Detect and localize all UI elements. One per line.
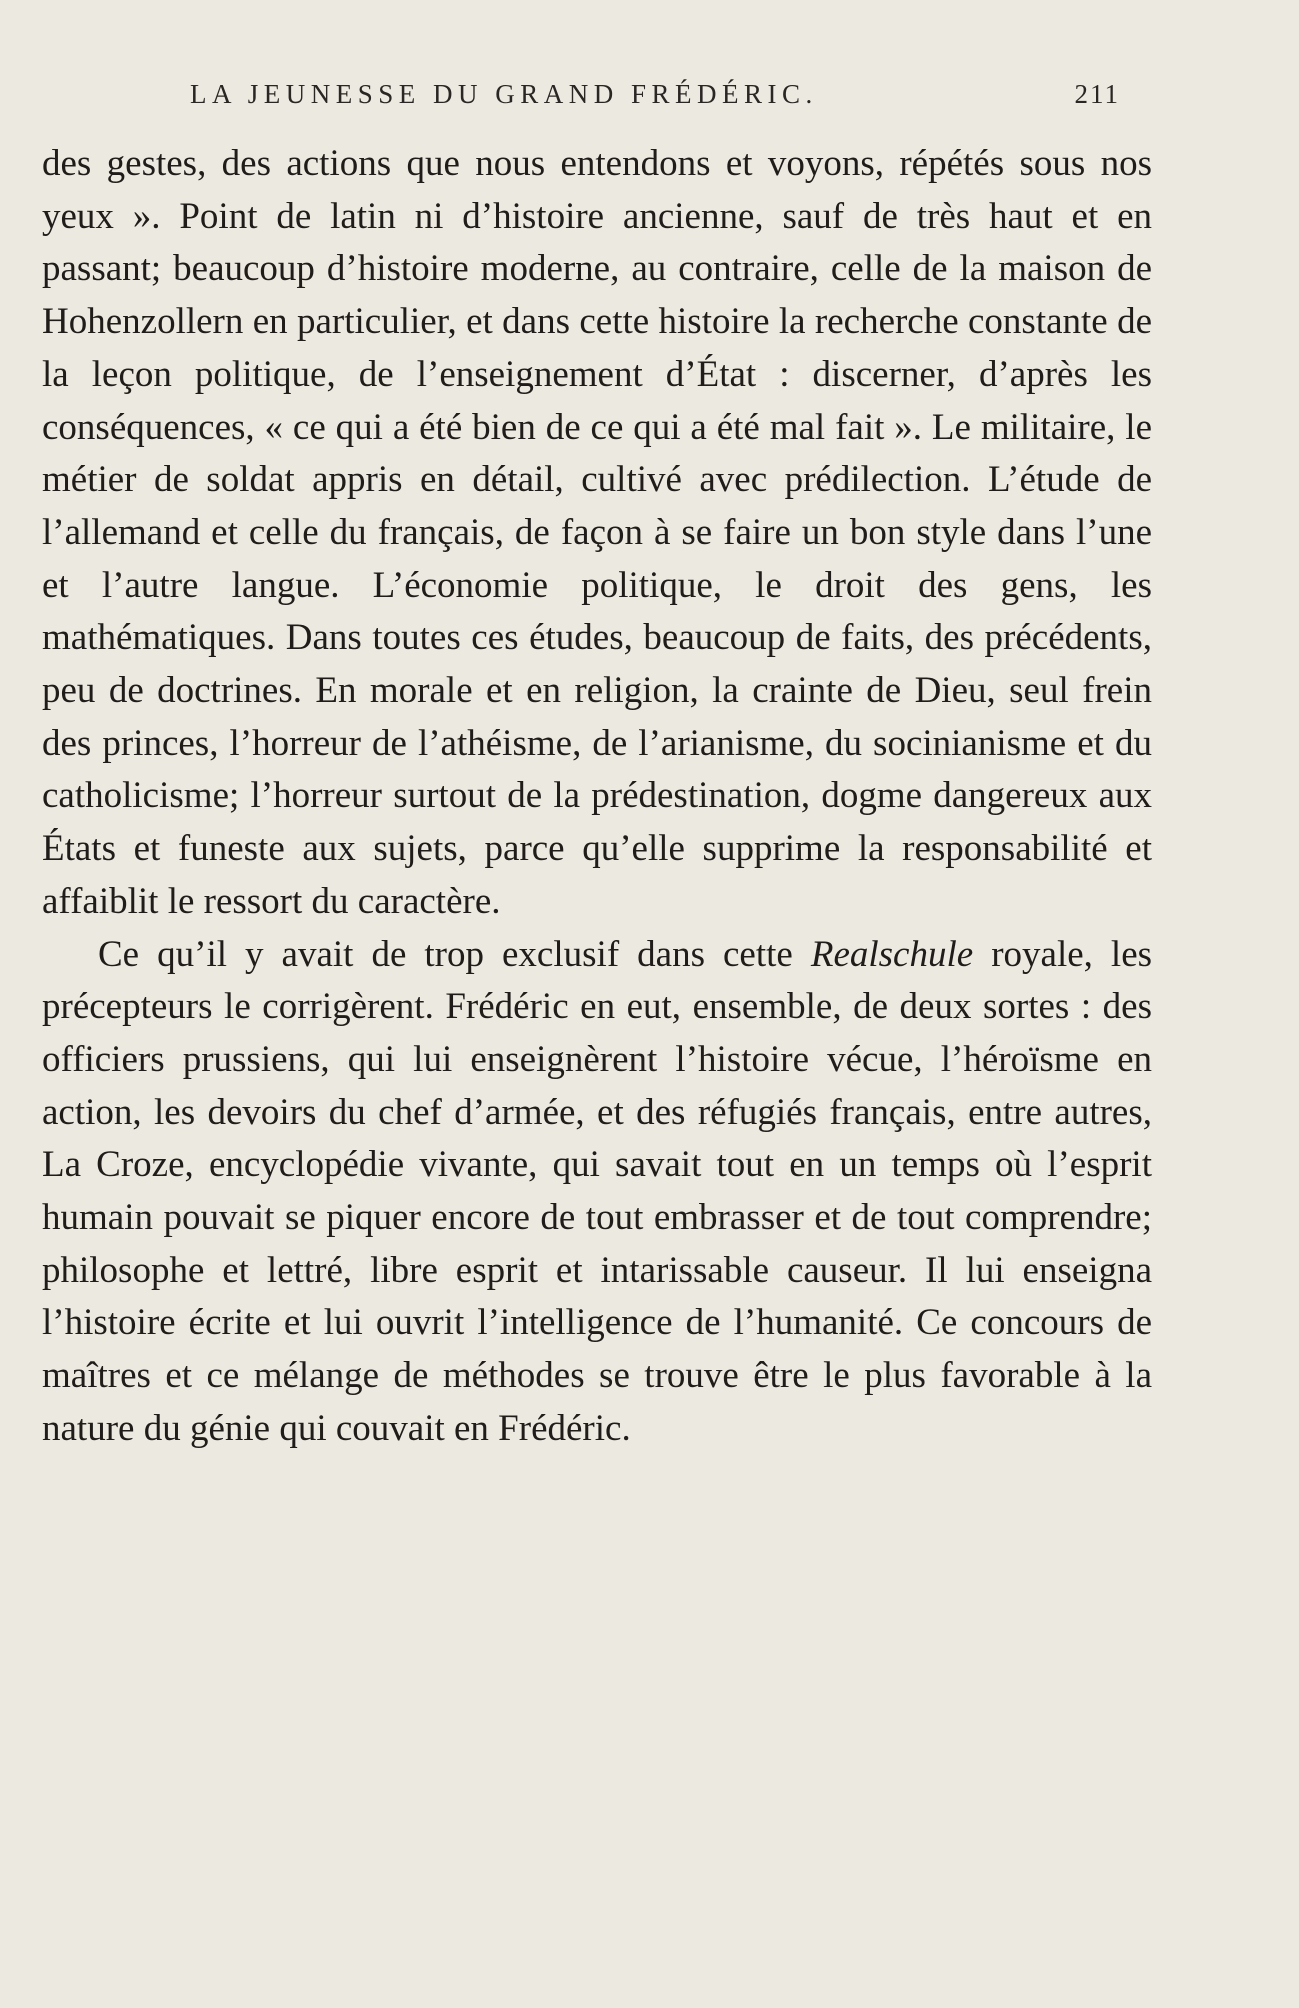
paragraph-2-start: Ce qu’il y avait de trop exclusif dans cette xyxy=(98,933,793,975)
paragraph-2-emphasis: Realschule xyxy=(810,933,974,975)
body-text xyxy=(42,138,1152,1456)
running-title: LA JEUNESSE DU GRAND FRÉDÉRIC. xyxy=(190,79,818,109)
paragraph-1: des gestes, des actions que nous entendons et voyons, répétés sous nos yeux ». Point de latin ni d’histoire ancienne, sauf de très haut et en passant; beaucoup d’histoire moderne, au contraire, celle de la maison de Hohenzollern en particulier, et dans cette histoire la recherche constante de la leçon politique, de l’enseignement d’État : discerner, d’après les conséquences, « ce qui a été bien de ce qui a été mal fait ». Le militaire, le métier de soldat appris en détail, cultivé avec prédilection. L’étude de l’allemand et celle du français, de façon à se faire un bon style dans l’une et l’autre langue. L’économie politique, le droit des gens, les mathématiques. Dans toutes ces études, beaucoup de faits, des précédents, peu de doctrines. En morale et en religion, la crainte de Dieu, seul frein des princes, l’horreur de l’athéisme, de l’arianisme, du socinianisme et du catholicisme; l’horreur surtout de la prédestination, dogme dangereux aux États et funeste aux sujets, parce qu’elle supprime la responsabilité et affaiblit le ressort du caractère. xyxy=(42,143,1152,922)
running-head xyxy=(190,74,1120,114)
paragraph-2-rest: royale, les précepteurs le corrigèrent. Frédéric en eut, ensemble, de deux sortes : des officiers prussiens, qui lui enseignèrent l’histoire vécue, l’héroïsme en action, les devoirs du chef d’armée, et des réfugiés français, entre autres, La Croze, encyclopédie vivante, qui savait tout en un temps où l’esprit humain pouvait se piquer encore de tout embrasser et de tout comprendre; philosophe et lettré, libre esprit et intarissable causeur. Il lui enseigna l’histoire écrite et lui ouvrit l’intelligence de l’humanité. Ce concours de maîtres et ce mélange de méthodes se trouve être le plus favorable à la nature du génie qui couvait en Frédéric. xyxy=(42,933,1153,1449)
page-number: 211 xyxy=(1074,79,1120,109)
paragraph-2 xyxy=(42,929,1152,1456)
